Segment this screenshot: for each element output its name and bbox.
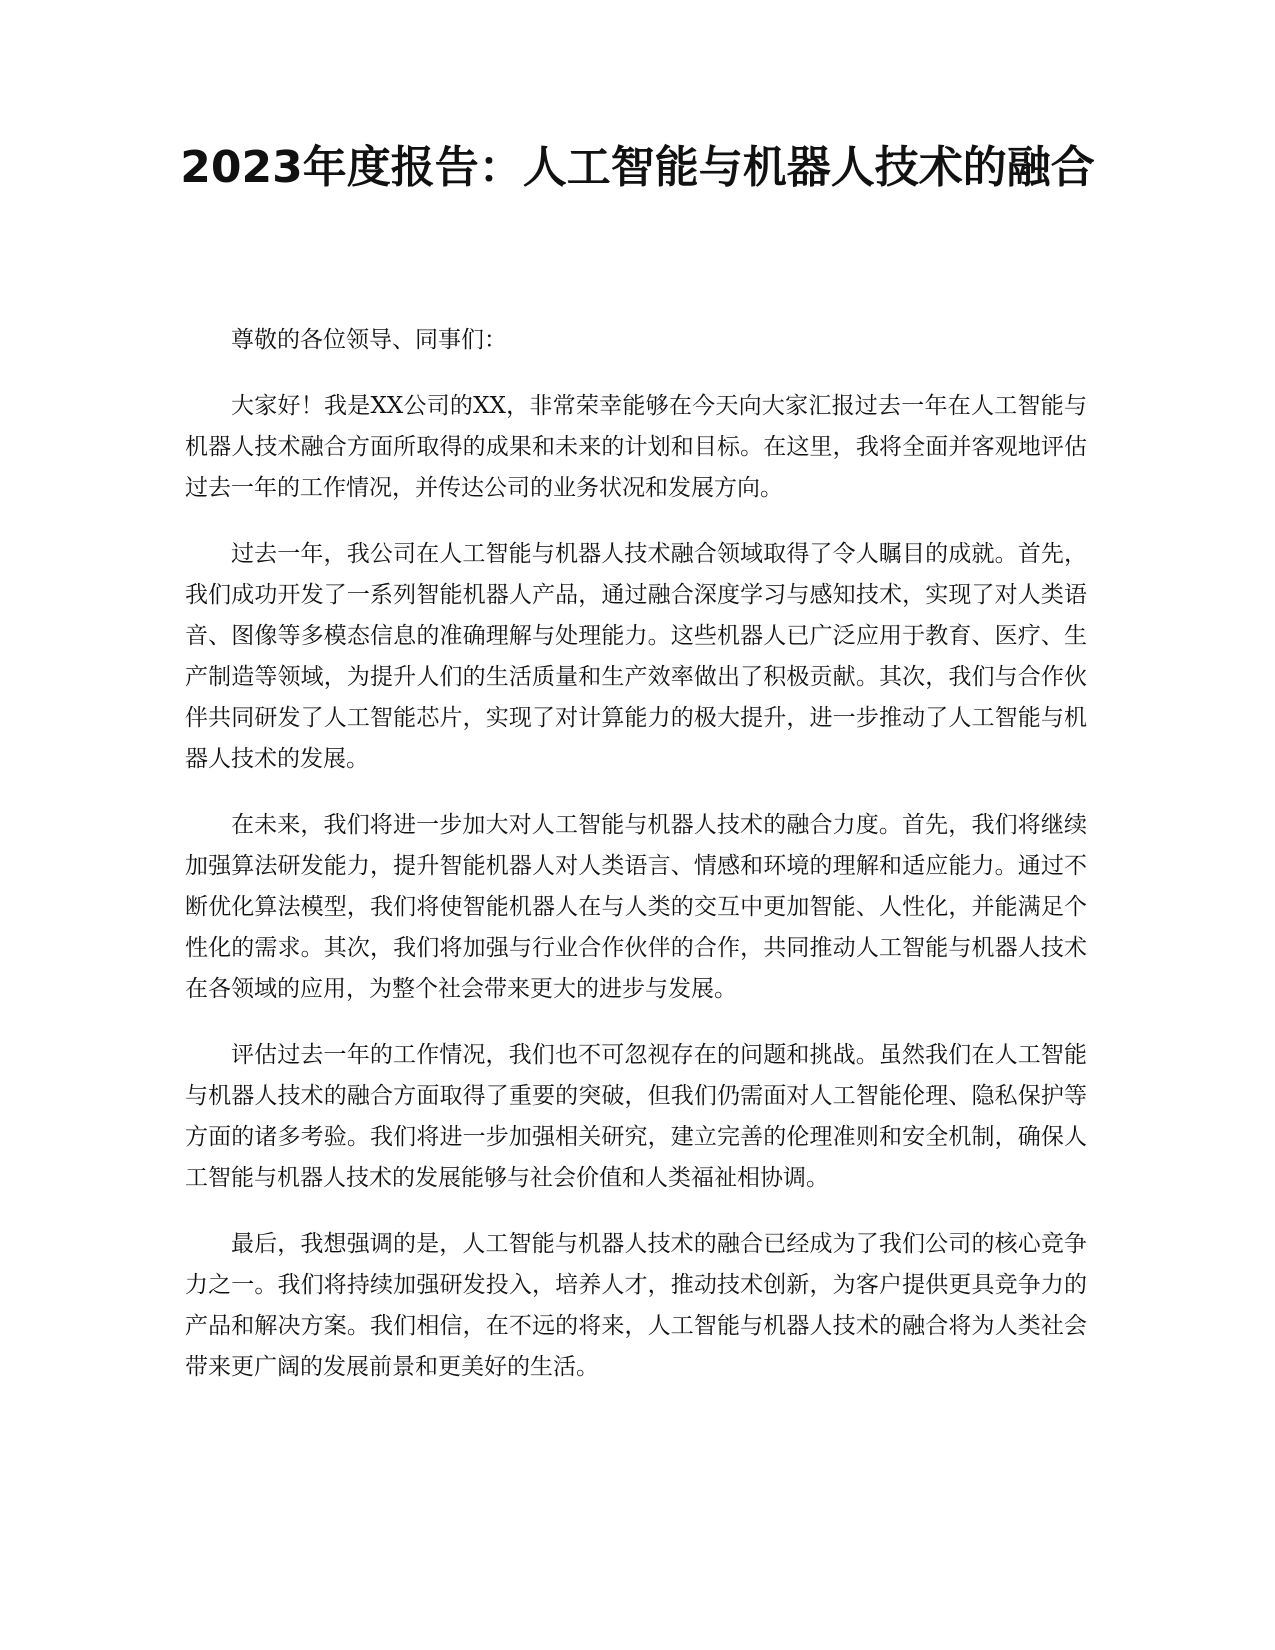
salutation: 尊敬的各位领导、同事们： [231,327,507,353]
document-title: 2023年度报告：人工智能与机器人技术的融合 [180,142,1095,193]
paragraph-intro: 大家好！我是XX公司的XX，非常荣幸能够在今天向大家汇报过去一年在人工智能与机器人技术融合方面所取得的成果和未来的计划和目标。在这里，我将全面并客观地评估过去一年的工作情况，并传达公司的业务状况和发展方向。 [185,393,1087,501]
paragraph-achievements: 过去一年，我公司在人工智能与机器人技术融合领域取得了令人瞩目的成就。首先，我们成功开发了一系列智能机器人产品，通过融合深度学习与感知技术，实现了对人类语音、图像等多模态信息的准确理解与处理能力。这些机器人已广泛应用于教育、医疗、生产制造等领域，为提升人们的生活质量和生产效率做出了积极贡献。其次，我们与合作伙伴共同研发了人工智能芯片，实现了对计算能力的极大提升，进一步推动了人工智能与机器人技术的发展。 [185,541,1087,772]
paragraph-future-plans: 在未来，我们将进一步加大对人工智能与机器人技术的融合力度。首先，我们将继续加强算法研发能力，提升智能机器人对人类语言、情感和环境的理解和适应能力。通过不断优化算法模型，我们将使智能机器人在与人类的交互中更加智能、人性化，并能满足个性化的需求。其次，我们将加强与行业合作伙伴的合作，共同推动人工智能与机器人技术在各领域的应用，为整个社会带来更大的进步与发展。 [185,812,1087,1002]
document-body [185,320,1087,1413]
paragraph-conclusion: 最后，我想强调的是，人工智能与机器人技术的融合已经成为了我们公司的核心竞争力之一。我们将持续加强研发投入，培养人才，推动技术创新，为客户提供更具竞争力的产品和解决方案。我们相信，在不远的将来，人工智能与机器人技术的融合将为人类社会带来更广阔的发展前景和更美好的生活。 [185,1231,1087,1380]
paragraph-challenges: 评估过去一年的工作情况，我们也不可忽视存在的问题和挑战。虽然我们在人工智能与机器人技术的融合方面取得了重要的突破，但我们仍需面对人工智能伦理、隐私保护等方面的诸多考验。我们将进一步加强相关研究，建立完善的伦理准则和安全机制，确保人工智能与机器人技术的发展能够与社会价值和人类福祉相协调。 [185,1042,1087,1191]
